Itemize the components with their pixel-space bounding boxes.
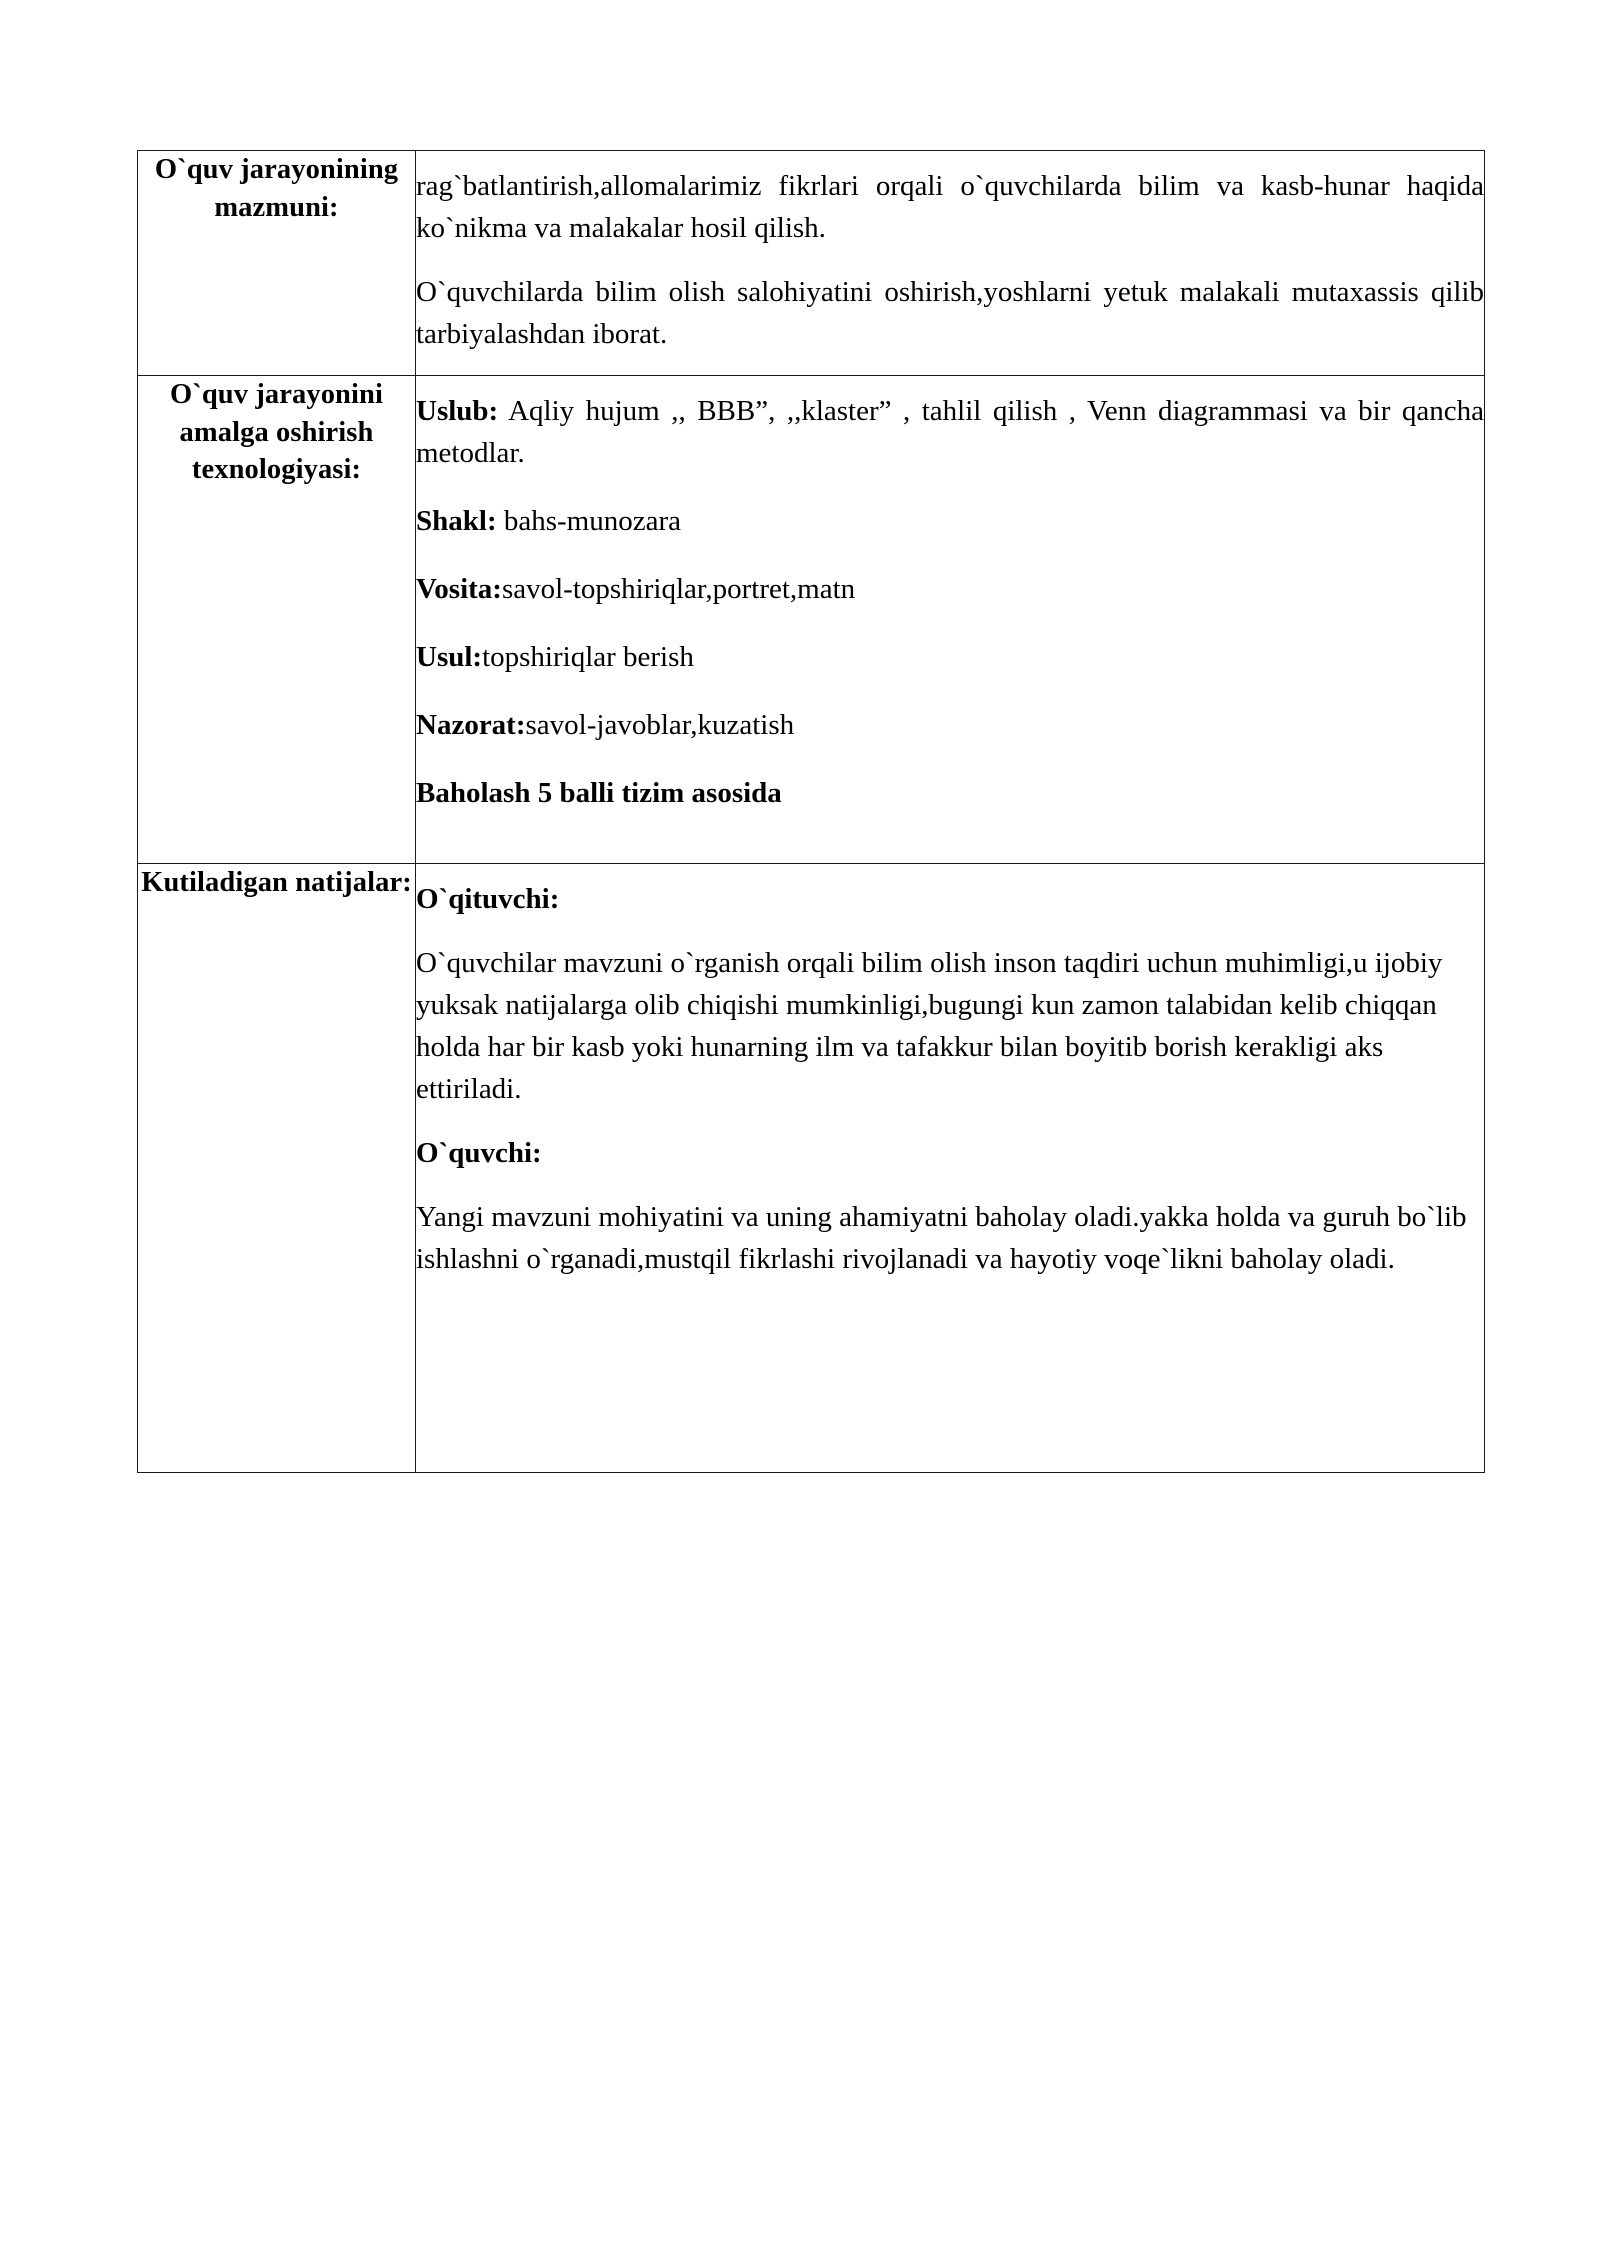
row-label-oquv-jarayonining-mazmuni: O`quv jarayonining mazmuni:	[138, 151, 416, 376]
label-oqituvchi: O`qituvchi:	[416, 882, 560, 915]
label-oquvchi: O`quvchi:	[416, 1136, 542, 1169]
paragraph-vosita	[416, 568, 1484, 610]
paragraph-shakl	[416, 500, 1484, 542]
value-uslub: Aqliy hujum ,, BBB”, ,,klaster” , tahlil qilish , Venn diagrammasi va bir qancha metodlar.	[416, 395, 1484, 470]
paragraph-r1p2: O`quvchilarda bilim olish salohiyatini oshirish,yoshlarni yetuk malakali mutaxassis qilib tarbiyalashdan iborat.	[416, 276, 1484, 351]
cell-trailing-space	[416, 1302, 1484, 1452]
paragraph-oqituvchi-heading	[416, 878, 1484, 920]
paragraph-oqituvchi-body: O`quvchilar mavzuni o`rganish orqali bilim olish inson taqdiri uchun muhimligi,u ijobiy yuksak natijalarga olib chiqishi mumkinligi,bugungi kun zamon talabidan kelib chiqqan holda har bir kasb yoki hunarning ilm va tafakkur bilan boyitib borish kerakligi aks ettiriladi.	[416, 946, 1443, 1105]
paragraph-oquvchi-body: Yangi mavzuni mohiyatini va uning ahamiyatni baholay oladi.yakka holda va guruh bo`lib ishlashni o`rganadi,mustqil fikrlashi rivojlanadi va hayotiy voqe`likni baholay oladi.	[416, 1200, 1467, 1275]
paragraph-nazorat	[416, 704, 1484, 746]
row-label-oquv-jarayonini-amalga-oshirish-texnologiyasi: O`quv jarayonini amalga oshirish texnologiyasi:	[138, 376, 416, 863]
table-row	[138, 151, 1485, 376]
paragraph-r1p1: rag`batlantirish,allomalarimiz fikrlari orqali o`quvchilarda bilim va kasb-hunar haqida ko`nikma va malakalar hosil qilish.	[416, 170, 1484, 245]
row-label-kutiladigan-natijalar: Kutiladigan natijalar:	[138, 863, 416, 1472]
label-nazorat: Nazorat:	[416, 709, 526, 742]
paragraph-usul	[416, 636, 1484, 678]
row-content-texnologiyasi	[416, 376, 1485, 863]
value-shakl: bahs-munozara	[496, 505, 682, 538]
value-vosita: savol-topshiriqlar,portret,matn	[501, 573, 856, 606]
value-nazorat: savol-javoblar,kuzatish	[525, 709, 795, 742]
paragraph-uslub	[416, 390, 1484, 474]
paragraph-baholash	[416, 772, 1484, 814]
label-usul: Usul:	[416, 641, 483, 674]
row-content-kutiladigan-natijalar	[416, 863, 1485, 1472]
lesson-plan-table	[137, 150, 1485, 1473]
row-content-oquv-jarayonining-mazmuni	[416, 151, 1485, 376]
label-uslub: Uslub:	[416, 395, 499, 428]
paragraph-oquvchi-heading	[416, 1132, 1484, 1174]
value-usul: topshiriqlar berish	[482, 641, 694, 674]
table-row	[138, 863, 1485, 1472]
table-row	[138, 376, 1485, 863]
label-shakl: Shakl:	[416, 505, 497, 538]
label-vosita: Vosita:	[416, 573, 502, 606]
label-baholash: Baholash 5 balli tizim asosida	[416, 777, 782, 810]
